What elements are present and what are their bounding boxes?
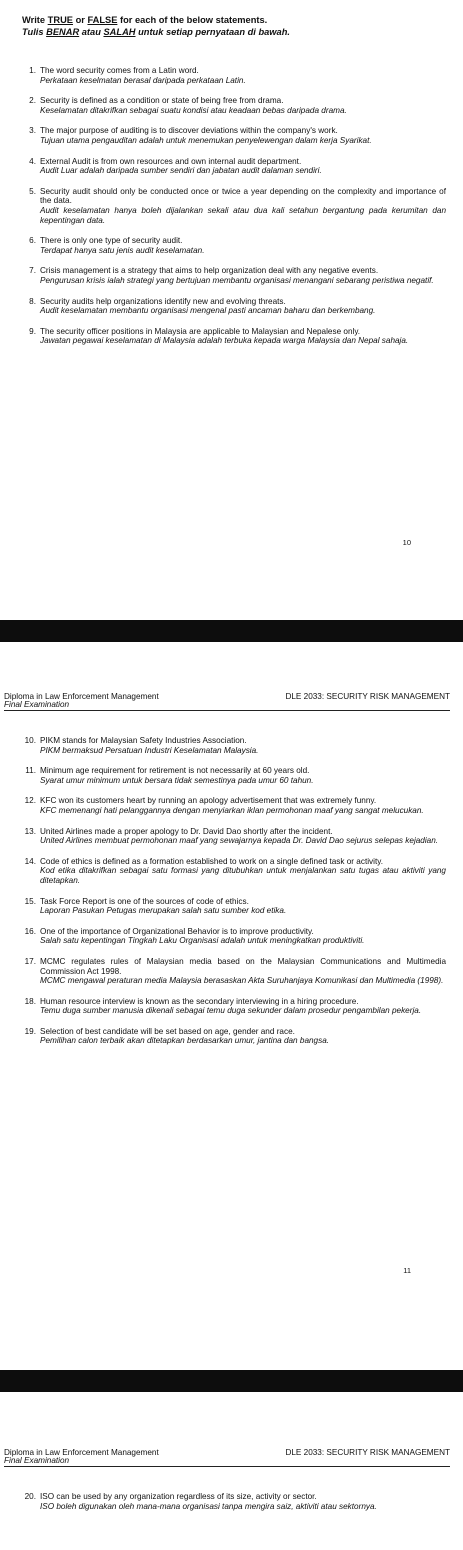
statement-item <box>18 66 446 85</box>
statement-en: Crisis management is a strategy that aims to help organization deal with any negative events. <box>40 266 379 276</box>
instruction-en <box>22 14 290 26</box>
statement-en: Security is defined as a condition or state of being free from drama. <box>40 96 284 106</box>
statement-item <box>18 236 446 255</box>
item-number: 13. <box>24 826 36 836</box>
item-number: 12. <box>24 796 36 806</box>
instruction-ms-text: Tulis <box>22 27 47 37</box>
statement-ms: KFC memenangi hati pelanggannya dengan menyiarkan iklan permohonan maaf yang sangat melucukan. <box>40 805 424 815</box>
statement-item <box>18 927 446 946</box>
page-10 <box>0 0 463 620</box>
statement-list <box>18 736 446 1057</box>
item-number: 7. <box>29 266 36 276</box>
statement-ms: United Airlines membuat permohonan maaf yang sewajarnya kepada Dr. David Dao sejurus selepas kejadian. <box>40 836 439 846</box>
item-number: 1. <box>29 66 36 75</box>
statement-en: The word security comes from a Latin word. <box>40 66 199 75</box>
page-break-bar <box>0 620 463 642</box>
page-number: 10 <box>402 538 411 547</box>
page-12 <box>0 1392 463 1550</box>
item-number: 5. <box>29 186 36 196</box>
instruction-en-rest: for each of the below statements. <box>117 15 268 25</box>
instruction-en-or: or <box>72 15 88 25</box>
statement-ms: Kod etika ditakrifkan sebagai satu formasi yang ditubuhkan untuk menjalankan satu tugas atau aktiviti yang ditetapkan. <box>40 866 446 885</box>
statement-ms: Perkataan keselmatan berasal daripada perkataan Latin. <box>40 75 246 85</box>
statement-ms: MCMC mengawal peraturan media Malaysia berasaskan Akta Suruhanjaya Komunikasi dan Multimedia (1998). <box>40 976 444 986</box>
statement-ms: Pemilihan calon terbaik akan ditetapkan berdasarkan umur, jantina dan bangsa. <box>40 1036 330 1046</box>
statement-en: The security officer positions in Malaysia are applicable to Malaysian and Nepalese only. <box>40 326 361 336</box>
statement-item <box>18 1492 446 1511</box>
statement-en: Task Force Report is one of the sources of code of ethics. <box>40 896 249 906</box>
benar-keyword: BENAR <box>46 27 80 37</box>
statement-item <box>18 827 446 846</box>
page-number: 11 <box>403 1266 411 1275</box>
statement-item <box>18 736 446 755</box>
item-number: 19. <box>24 1026 36 1036</box>
statement-item <box>18 266 446 285</box>
statement-ms: Jawatan pegawai keselamatan di Malaysia adalah terbuka kepada warga Malaysia dan Nepal sahaja. <box>40 336 409 346</box>
item-number: 15. <box>24 896 36 906</box>
item-number: 9. <box>29 326 36 336</box>
statement-ms: Salah satu kepentingan Tingkah Laku Organisasi adalah untuk meningkatkan produktiviti. <box>40 936 365 946</box>
exam-type: Final Examination <box>4 700 70 709</box>
statement-ms: Audit keselamatan membantu organisasi mengenal pasti ancaman baharu dan berkembang. <box>40 306 376 316</box>
statement-item <box>18 327 446 346</box>
statement-en: The major purpose of auditing is to discover deviations within the company's work. <box>40 126 338 136</box>
statement-item <box>18 297 446 316</box>
statement-en: External Audit is from own resources and own internal audit department. <box>40 156 302 166</box>
statement-item <box>18 796 446 815</box>
statement-item <box>18 1027 446 1046</box>
statement-ms: Audit keselamatan hanya boleh dijalankan sekali atau dua kali setahun bergantung pada kerumitan dan kepentingan data. <box>40 205 446 225</box>
page-break-bar <box>0 1370 463 1392</box>
statement-en: One of the importance of Organizational Behavior is to improve productivity. <box>40 926 314 936</box>
statement-en: ISO can be used by any organization regardless of its size, activity or sector. <box>40 1492 317 1501</box>
statement-ms: PIKM bermaksud Persatuan Industri Keselamatan Malaysia. <box>40 745 259 755</box>
statement-item <box>18 187 446 225</box>
instruction-ms-or: atau <box>79 27 104 37</box>
item-number: 2. <box>29 96 36 106</box>
statement-ms: ISO boleh digunakan oleh mana-mana organisasi tanpa mengira saiz, aktiviti atau sektornya. <box>40 1501 377 1511</box>
statement-en: Human resource interview is known as the secondary interviewing in a hiring procedure. <box>40 996 359 1006</box>
item-number: 8. <box>29 296 36 306</box>
statement-en: Selection of best candidate will be set based on age, gender and race. <box>40 1026 295 1036</box>
statement-item <box>18 96 446 115</box>
statement-ms: Tujuan utama pengauditan adalah untuk menemukan penyelewengan dalam kerja Syarikat. <box>40 135 372 145</box>
statement-item <box>18 766 446 785</box>
program-name: Diploma in Law Enforcement Management <box>4 1448 159 1457</box>
statement-ms: Keselamatan ditakrifkan sebagai suatu kondisi atau keadaan bebas daripada drama. <box>40 105 347 115</box>
instruction-ms-rest: untuk setiap pernyataan di bawah. <box>135 27 290 37</box>
item-number: 10. <box>24 736 36 745</box>
statement-item <box>18 157 446 176</box>
statement-item <box>18 126 446 145</box>
item-number: 3. <box>29 126 36 136</box>
salah-keyword: SALAH <box>103 27 136 37</box>
item-number: 20. <box>24 1492 36 1501</box>
item-number: 14. <box>24 856 36 866</box>
item-number: 11. <box>25 766 36 776</box>
item-number: 16. <box>24 926 36 936</box>
statement-list <box>18 66 446 357</box>
program-name: Diploma in Law Enforcement Management <box>4 692 159 701</box>
statement-item <box>18 957 446 986</box>
instructions <box>22 14 290 38</box>
instruction-ms <box>22 26 290 38</box>
exam-type: Final Examination <box>4 1456 70 1465</box>
statement-list <box>18 1492 446 1522</box>
page-11 <box>0 642 463 1370</box>
item-number: 4. <box>29 156 36 166</box>
course-code: DLE 2033: SECURITY RISK MANAGEMENT <box>285 1448 450 1457</box>
header-divider <box>4 1466 450 1467</box>
statement-ms: Syarat umur minimum untuk bersara tidak semestinya pada umur 60 tahun. <box>40 775 314 785</box>
false-keyword: FALSE <box>87 15 118 25</box>
instruction-en-text: Write <box>22 15 48 25</box>
statement-en: Minimum age requirement for retirement is not necessarily at 60 years old. <box>40 766 310 776</box>
statement-en: Security audit should only be conducted once or twice a year depending on the complexity and importance of the data. <box>40 186 446 206</box>
item-number: 17. <box>24 956 36 966</box>
statement-en: Code of ethics is defined as a formation established to work on a single defined task or activity. <box>40 856 383 866</box>
statement-en: PIKM stands for Malaysian Safety Industries Association. <box>40 736 247 745</box>
statement-en: There is only one type of security audit. <box>40 236 183 246</box>
statement-en: MCMC regulates rules of Malaysian media based on the Malaysian Communications and Multimedia Commission Act 1998. <box>40 956 446 976</box>
statement-ms: Pengurusan krisis ialah strategi yang bertujuan membantu organisasi menangani sebarang peristiwa negatif. <box>40 275 434 285</box>
true-keyword: TRUE <box>47 15 73 25</box>
statement-ms: Laporan Pasukan Petugas merupakan salah satu sumber kod etika. <box>40 906 287 916</box>
statement-item <box>18 997 446 1016</box>
statement-ms: Audit Luar adalah daripada sumber sendiri dan jabatan audit dalaman sendiri. <box>40 166 322 176</box>
statement-ms: Temu duga sumber manusia dikenali sebagai temu duga sekunder dalam prosedur pengambilan pekerja. <box>40 1006 422 1016</box>
statement-en: United Airlines made a proper apology to Dr. David Dao shortly after the incident. <box>40 826 333 836</box>
statement-item <box>18 857 446 886</box>
statement-en: Security audits help organizations identify new and evolving threats. <box>40 296 286 306</box>
statement-en: KFC won its customers heart by running an apology advertisement that was extremely funny. <box>40 796 377 806</box>
statement-item <box>18 897 446 916</box>
item-number: 6. <box>29 236 36 246</box>
statement-ms: Terdapat hanya satu jenis audit keselamatan. <box>40 245 205 255</box>
course-code: DLE 2033: SECURITY RISK MANAGEMENT <box>285 692 450 701</box>
header-divider <box>4 710 450 711</box>
item-number: 18. <box>24 996 36 1006</box>
